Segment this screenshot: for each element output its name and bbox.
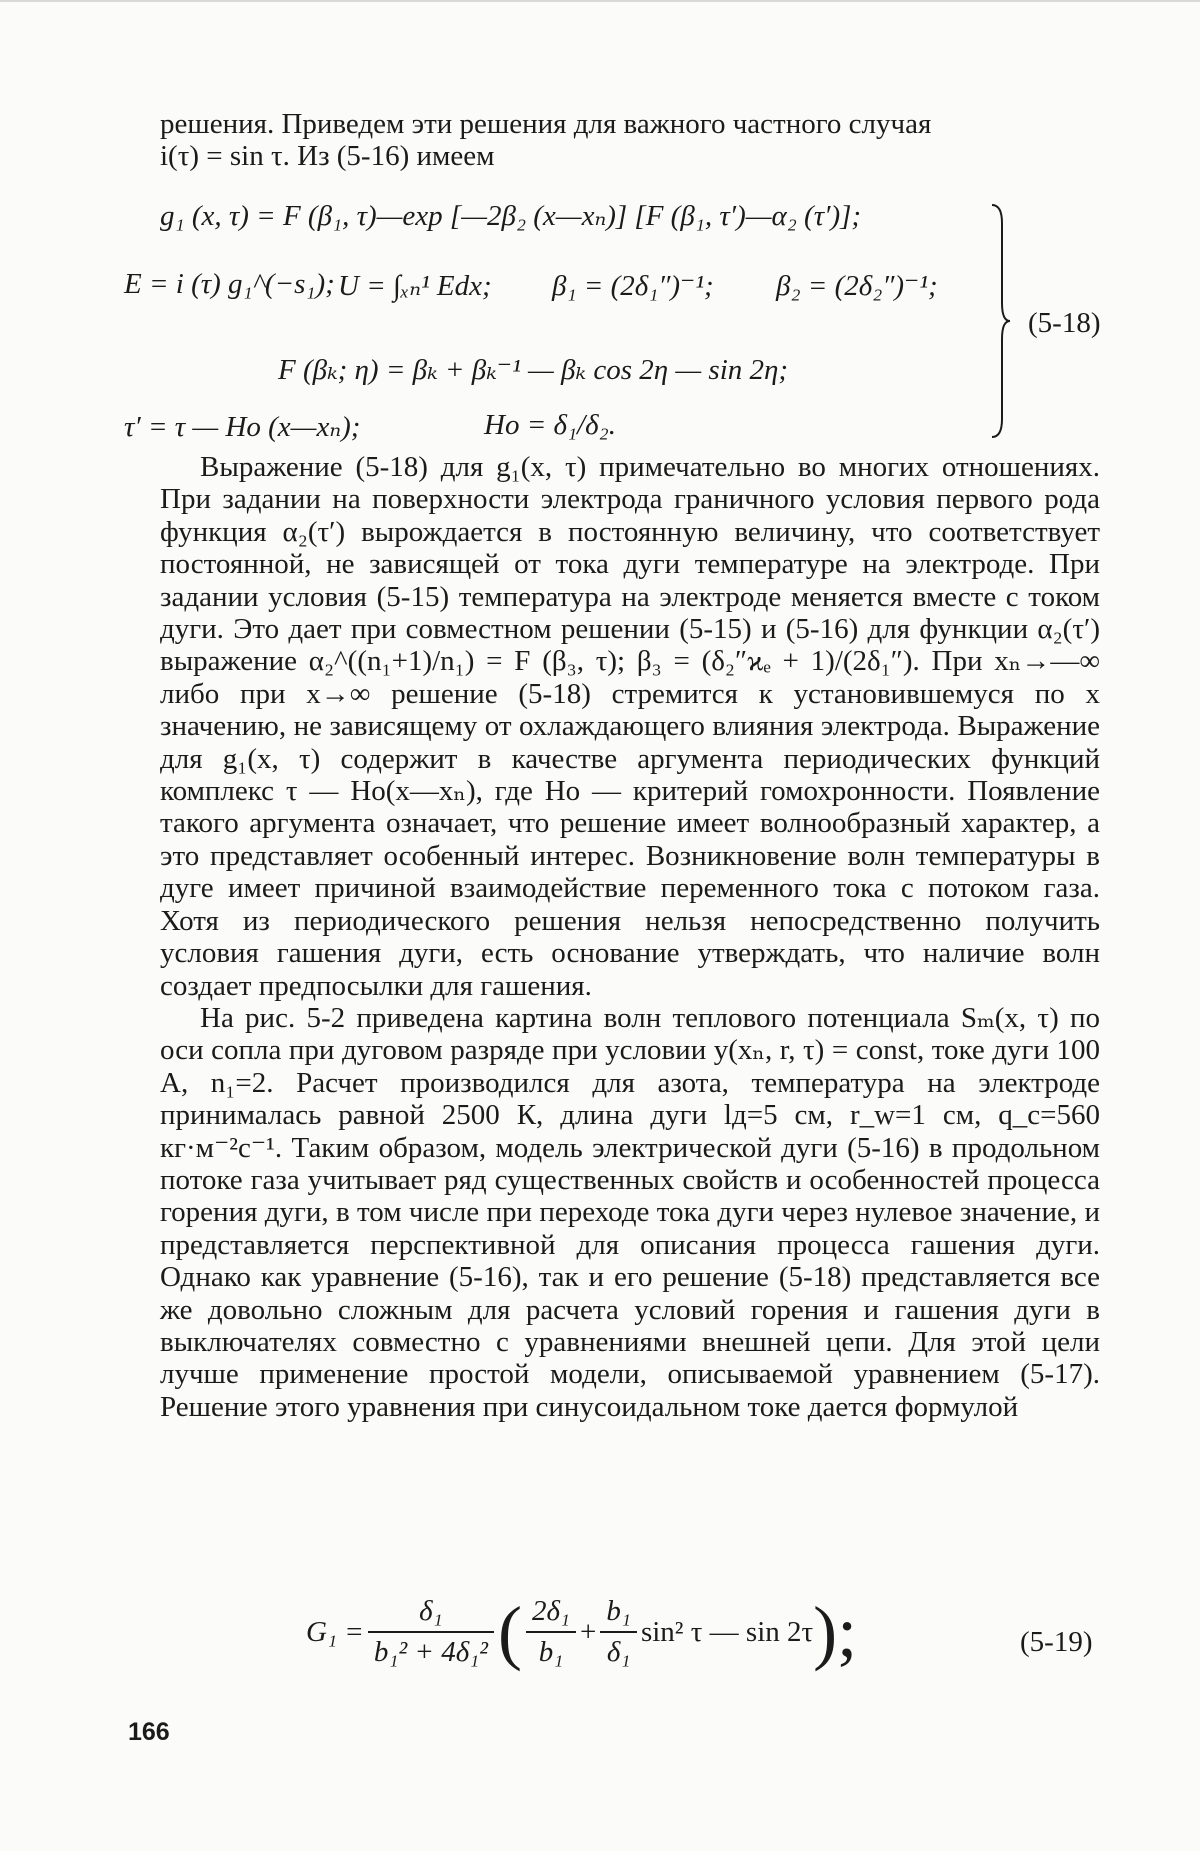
equation-5-19-lhs: G₁ = (306, 1615, 364, 1648)
equation-5-18-line-4-tau: τ′ = τ — Ho (x—xₙ); (124, 411, 361, 443)
equation-number-5-18: (5-18) (1028, 307, 1101, 339)
equation-5-19 (306, 1592, 858, 1672)
fraction-1-numerator: δ₁ (368, 1595, 494, 1633)
equation-5-18-line-1: g₁ (x, τ) = F (β₁, τ)—exp [—2β₂ (x—xₙ)] [F (β₁, τ′)—α₂ (τ′)]; (160, 200, 862, 232)
body-text (160, 451, 1100, 1423)
equation-5-18-line-2-beta2: β₂ = (2δ₂″)⁻¹; (776, 270, 938, 302)
fraction-2-denominator: b₁ (538, 1636, 564, 1668)
intro-line-1: решения. Приведем эти решения для важного частного случая (160, 108, 932, 140)
fraction-2-numerator: 2δ₁ (526, 1595, 576, 1633)
equation-5-18-line-2-e: E = i (τ) g₁^(−s₁); (124, 268, 335, 300)
page-border (0, 0, 1200, 2)
equation-5-18-line-3: F (βₖ; η) = βₖ + βₖ⁻¹ — βₖ cos 2η — sin 2η; (278, 354, 789, 386)
fraction-3-denominator: δ₁ (606, 1636, 631, 1668)
fraction-1-denominator: b₁² + 4δ₁² (373, 1636, 488, 1668)
equation-5-18-line-4-ho: Ho = δ₁/δ₂. (484, 409, 616, 441)
equation-5-18-line-2-u: U = ∫ₓₙ¹ Edx; (338, 270, 492, 302)
open-paren: ( (497, 1592, 522, 1672)
fraction-delta-over-b (368, 1595, 494, 1669)
plus-sign: + (580, 1615, 597, 1648)
equation-number-5-19: (5-19) (1020, 1626, 1093, 1658)
page-number: 166 (128, 1718, 170, 1746)
fraction-3-numerator: b₁ (600, 1595, 637, 1633)
close-paren: ); (813, 1592, 858, 1672)
fraction-2delta-over-b (526, 1595, 576, 1669)
fraction-b-over-delta (600, 1595, 637, 1669)
intro-line-2: i(τ) = sin τ. Из (5-16) имеем (160, 140, 495, 173)
right-brace-icon (990, 203, 1012, 439)
paragraph-2: На рис. 5-2 приведена картина волн теплового потенциала Sₘ(x, τ) по оси сопла при дуговом разряде при условии y(xₙ, r, τ) = const, токе дуги 100 А, n₁=2. Расчет производился для азота, температура на электроде принималась равной 2500 К, длина дуги lд=5 см, r_w=1 см, q_c=560 кг·м⁻²с⁻¹. Таким образом, модель электрической дуги (5-16) в продольном потоке газа учитывает ряд существенных свойств и особенностей процесса горения дуги, в том числе при переходе тока дуги через нулевое значение, и представляется перспективной для описания процесса гашения дуги. Однако как уравнение (5-16), так и его решение (5-18) представляется все же довольно сложным для расчета условий горения и гашения дуги в выключателях совместно с уравнениями внешней цепи. Для этой цели лучше применение простой модели, описываемой уравнением (5-17). Решение этого уравнения при синусоидальном токе дается формулой (160, 1001, 1100, 1423)
intro-block (160, 108, 1100, 173)
equation-5-19-tail: sin² τ — sin 2τ (640, 1615, 814, 1648)
paragraph-1: Выражение (5-18) для g₁(x, τ) примечательно во многих отношениях. При задании на поверхности электрода граничного условия первого рода функция α₂(τ′) вырождается в постоянную величину, что соответствует постоянной, не зависящей от тока дуги температуре на электроде. При задании условия (5-15) температура на электроде меняется вместе с током дуги. Это дает при совместном решении (5-15) и (5-16) для функции α₂(τ′) выражение α₂^((n₁+1)/n₁) = F (β₃, τ); β₃ = (δ₂″ϰₑ + 1)/(2δ₁″). При xₙ→—∞ либо при x→∞ решение (5-18) стремится к установившемуся по x значению, не зависящему от охлаждающего влияния электрода. Выражение для g₁(x, τ) содержит в качестве аргумента периодических функций комплекс τ — Ho(x—xₙ), где Ho — критерий гомохронности. Появление такого аргумента означает, что решение имеет волнообразный характер, а это представляет особенный интерес. Возникновение волн температуры в дуге имеет причиной взаимодействие переменного тока с потоком газа. Хотя из периодического решения нельзя непосредственно получить условия гашения дуги, есть основание утверждать, что наличие волн создает предпосылки для гашения. (160, 451, 1100, 1002)
equation-5-18-line-2-beta1: β₁ = (2δ₁″)⁻¹; (552, 270, 714, 302)
